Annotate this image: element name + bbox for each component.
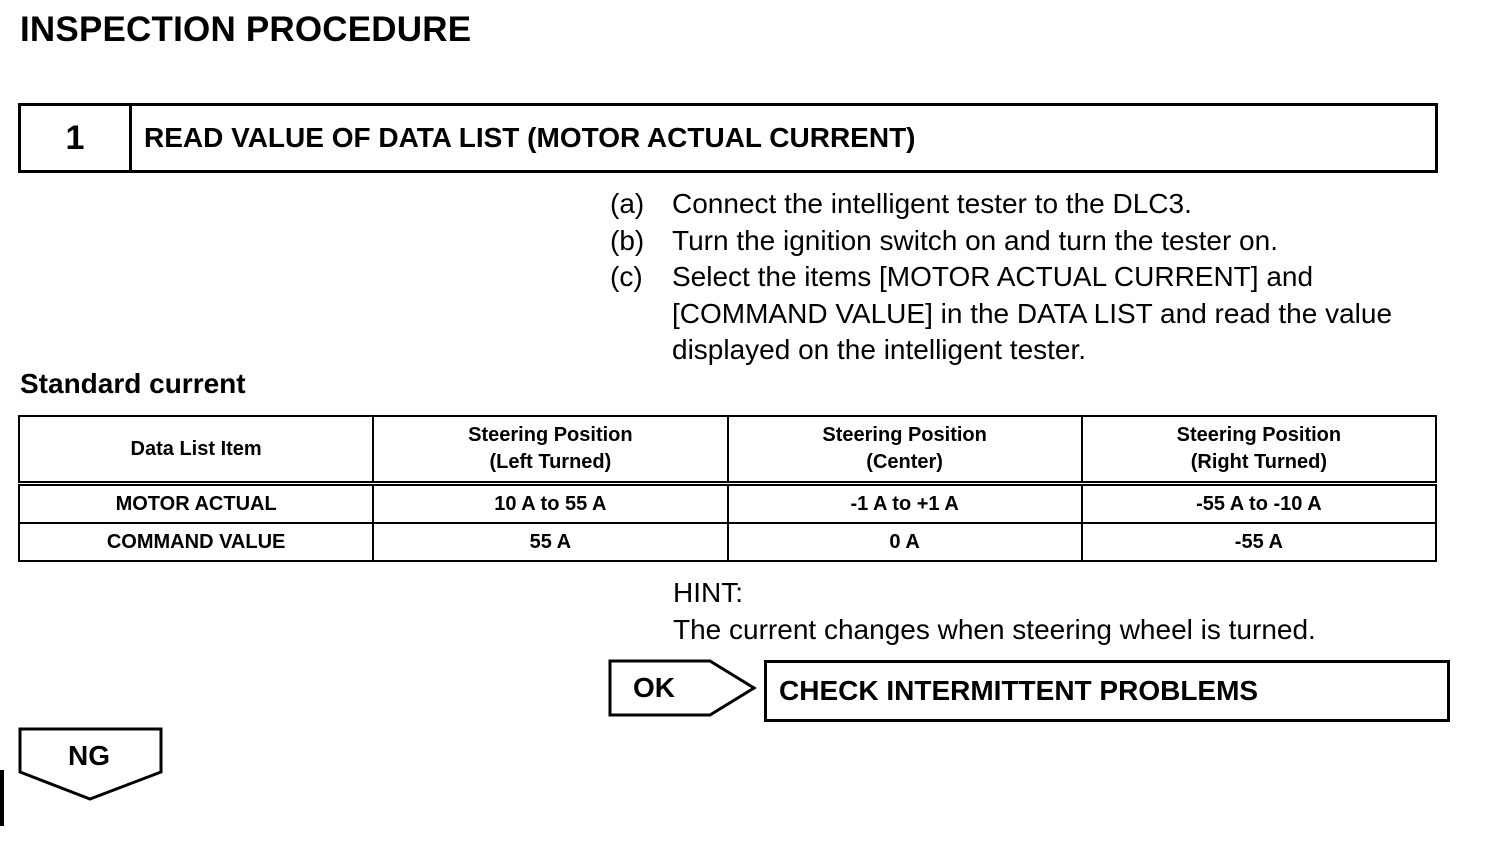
instruction-text: Connect the intelligent tester to the DLC3. [672,188,1192,219]
column-header-left-turned [373,416,727,484]
header-line: Data List Item [130,437,262,460]
ok-arrow-icon [608,659,758,719]
header-line: (Left Turned) [489,451,612,473]
step-number: 1 [21,106,132,170]
page-edge-marker [0,770,4,826]
table-cell: -55 A to -10 A [1082,484,1436,524]
table-cell: -55 A [1082,523,1436,561]
header-line: Steering Position [468,424,633,446]
table-row [19,523,1436,561]
column-header-data-list-item [19,416,373,484]
ok-result-text: CHECK INTERMITTENT PROBLEMS [779,675,1259,706]
hint-block [673,574,1316,648]
table-cell: MOTOR ACTUAL [19,484,373,524]
table-cell: COMMAND VALUE [19,523,373,561]
table-cell: 55 A [373,523,727,561]
instruction-text: Turn the ignition switch on and turn the tester on. [672,224,1278,256]
instruction-b [610,223,1410,260]
header-line: (Center) [866,451,943,473]
table-header-row [19,416,1436,484]
header-line: Steering Position [822,424,987,446]
header-line: (Right Turned) [1190,451,1327,473]
instruction-a [610,186,1410,223]
step-title: READ VALUE OF DATA LIST (MOTOR ACTUAL CURRENT) [144,122,916,153]
header-line: Steering Position [1176,424,1342,446]
instruction-label: (c) [610,261,643,292]
ok-result-box [764,660,1450,722]
ok-label: OK [633,672,675,703]
table-cell: 10 A to 55 A [373,484,727,524]
standard-current-label: Standard current [20,368,246,399]
step-header [18,103,1438,173]
ng-label: NG [68,740,110,771]
standard-current-table [18,415,1437,562]
table-row [19,484,1436,524]
table-cell: 0 A [728,523,1082,561]
column-header-center [728,416,1082,484]
instruction-label: (a) [610,188,645,219]
instruction-c [610,259,1410,369]
instruction-label: (b) [610,224,645,256]
instruction-text: Select the items [MOTOR ACTUAL CURRENT] and [COMMAND VALUE] in the DATA LIST and read the value displayed on the intelligent tester. [672,261,1393,365]
instruction-list [610,186,1410,369]
hint-text: The current changes when steering wheel is turned. [673,614,1316,645]
table-cell: -1 A to +1 A [728,484,1082,524]
column-header-right-turned [1082,416,1436,484]
hint-label: HINT: [673,577,743,608]
page-heading: INSPECTION PROCEDURE [20,10,472,49]
